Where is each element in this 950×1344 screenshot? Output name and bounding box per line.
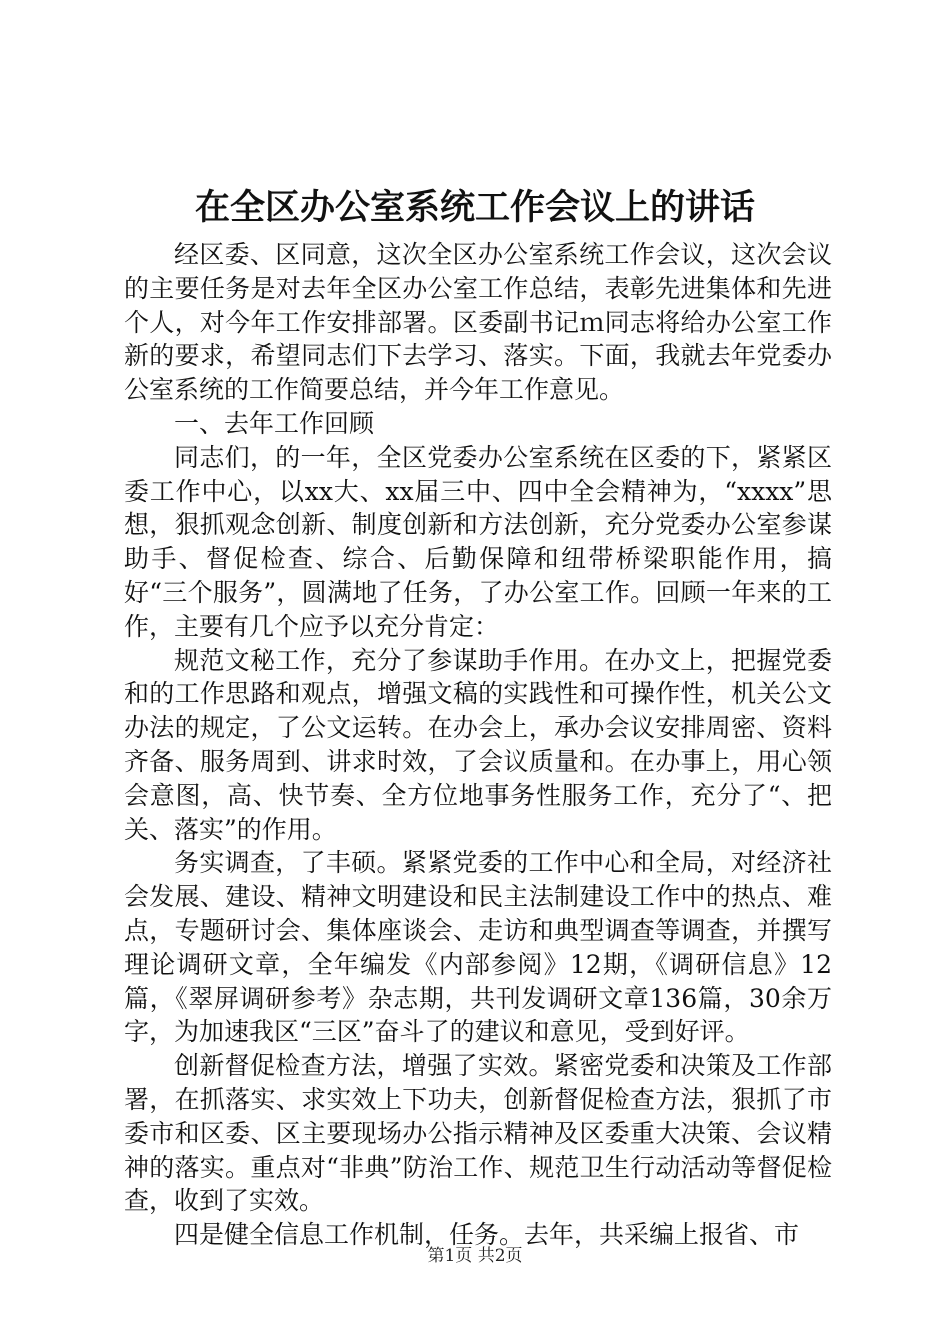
paragraph-information: 四是健全信息工作机制，任务。去年，共采编上报省、市 (174, 1220, 800, 1250)
section-heading: 一、去年工作回顾 (174, 408, 375, 438)
page-footer: 第1页 共2页 (427, 1246, 523, 1266)
document-title: 在全区办公室系统工作会议上的讲话 (194, 187, 755, 228)
paragraph-research: 务实调查，了丰硕。紧紧党委的工作中心和全局，对经济社会发展、建设、精神文明建设和民主法制建设工作中的热点、难点，专题研讨会、集体座谈会、走访和典型调查等调查，并撰写理论调研文章，全年编发《内部参阅》12期，《调研信息》12篇，《翠屏调研参考》杂志期，共刊发调研文章136篇，30余万字，为加速我区“三区”奋斗了的建议和意见，受到好评。 (124, 848, 832, 1047)
paragraph-review: 同志们，的一年，全区党委办公室系统在区委的下，紧紧区委工作中心，以xx大、xx届三中、四中全会精神为，“xxxx”思想，狠抓观念创新、制度创新和方法创新，充分党委办公室参谋助手、督促检查、综合、后勤保障和纽带桥梁职能作用，搞好“三个服务”，圆满地了任务，了办公室工作。回顾一年来的工作，主要有几个应予以充分肯定： (124, 442, 832, 641)
paragraph-secretarial: 规范文秘工作，充分了参谋助手作用。在办文上，把握党委和的工作思路和观点，增强文稿的实践性和可操作性，机关公文办法的规定，了公文运转。在办会上，承办会议安排周密、资料齐备、服务周到、讲求时效，了会议质量和。在办事上，用心领会意图，高、快节奏、全方位地事务性服务工作，充分了“、把关、落实”的作用。 (124, 645, 832, 844)
paragraph-supervision: 创新督促检查方法，增强了实效。紧密党委和决策及工作部署，在抓落实、求实效上下功夫，创新督促检查方法，狠抓了市委市和区委、区主要现场办公指示精神及区委重大决策、会议精神的落实。重点对“非典”防治工作、规范卫生行动活动等督促检查，收到了实效。 (124, 1051, 832, 1216)
paragraph-intro: 经区委、区同意，这次全区办公室系统工作会议，这次会议的主要任务是对去年全区办公室工作总结，表彰先进集体和先进个人，对今年工作安排部署。区委副书记ｍ同志将给办公室工作新的要求，希望同志们下去学习、落实。下面，我就去年党委办公室系统的工作简要总结，并今年工作意见。 (124, 240, 832, 405)
document-body (124, 238, 832, 1252)
